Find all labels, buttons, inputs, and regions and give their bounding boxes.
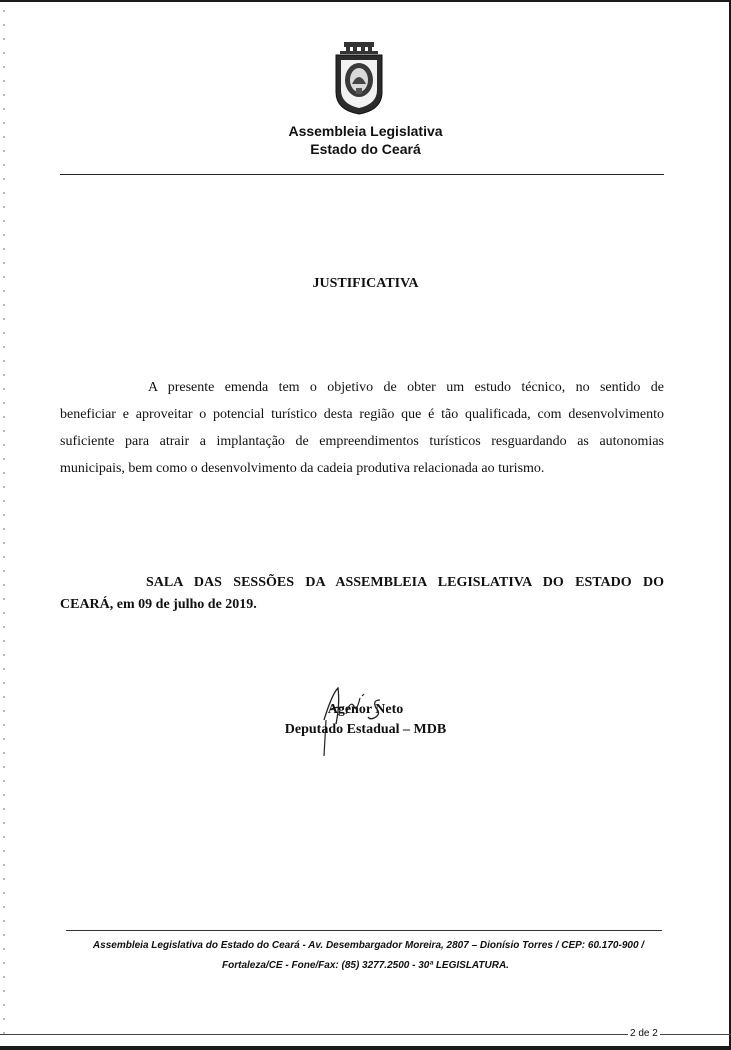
closing-line: CEARÁ, em 09 de julho de 2019. (60, 597, 257, 612)
signatory-name: Agenor Neto (327, 702, 404, 717)
address-footer (0, 936, 731, 976)
session-closing (60, 572, 664, 616)
paragraph-line: suficiente para atrair a implantação de empreendimentos turísticos resguardando as autonomias (60, 434, 664, 449)
signatory-block (0, 700, 731, 740)
closing-line: SALA DAS SESSÕES DA ASSEMBLEIA LEGISLATIVA DO ESTADO DO (146, 575, 664, 590)
institution-name: Assembleia Legislativa (288, 123, 443, 139)
signatory-role: Deputado Estadual – MDB (284, 722, 447, 737)
paragraph-line: A presente emenda tem o objetivo de obter um estudo técnico, no sentido de (148, 380, 664, 395)
justification-paragraph (60, 374, 664, 482)
page-indicator: 2 de 2 (630, 1028, 658, 1039)
document-title: JUSTIFICATIVA (312, 276, 419, 291)
paragraph-line: beneficiar e aproveitar o potencial turístico desta região que é tão qualificada, com desenvolvimento (60, 407, 664, 422)
institution-state: Estado do Ceará (310, 141, 421, 157)
footer-divider (66, 930, 662, 931)
footer-address-line: Assembleia Legislativa do Estado do Ceará - Av. Desembargador Moreira, 2807 – Dionísio Torres / CEP: 60.170-900 / (92, 940, 645, 951)
paragraph-line: municipais, bem como o desenvolvimento da cadeia produtiva relacionada ao turismo. (60, 461, 545, 476)
page-border-top (0, 0, 731, 2)
institution-header (0, 122, 731, 158)
page-border-bottom (0, 1046, 731, 1050)
header-divider (60, 174, 664, 175)
page-bottom-rule (0, 1034, 731, 1035)
footer-contact-line: Fortaleza/CE - Fone/Fax: (85) 3277.2500 - 30ª LEGISLATURA. (222, 960, 509, 971)
ceara-coat-of-arms-icon (330, 40, 388, 116)
scan-edge-marks (3, 10, 5, 1040)
